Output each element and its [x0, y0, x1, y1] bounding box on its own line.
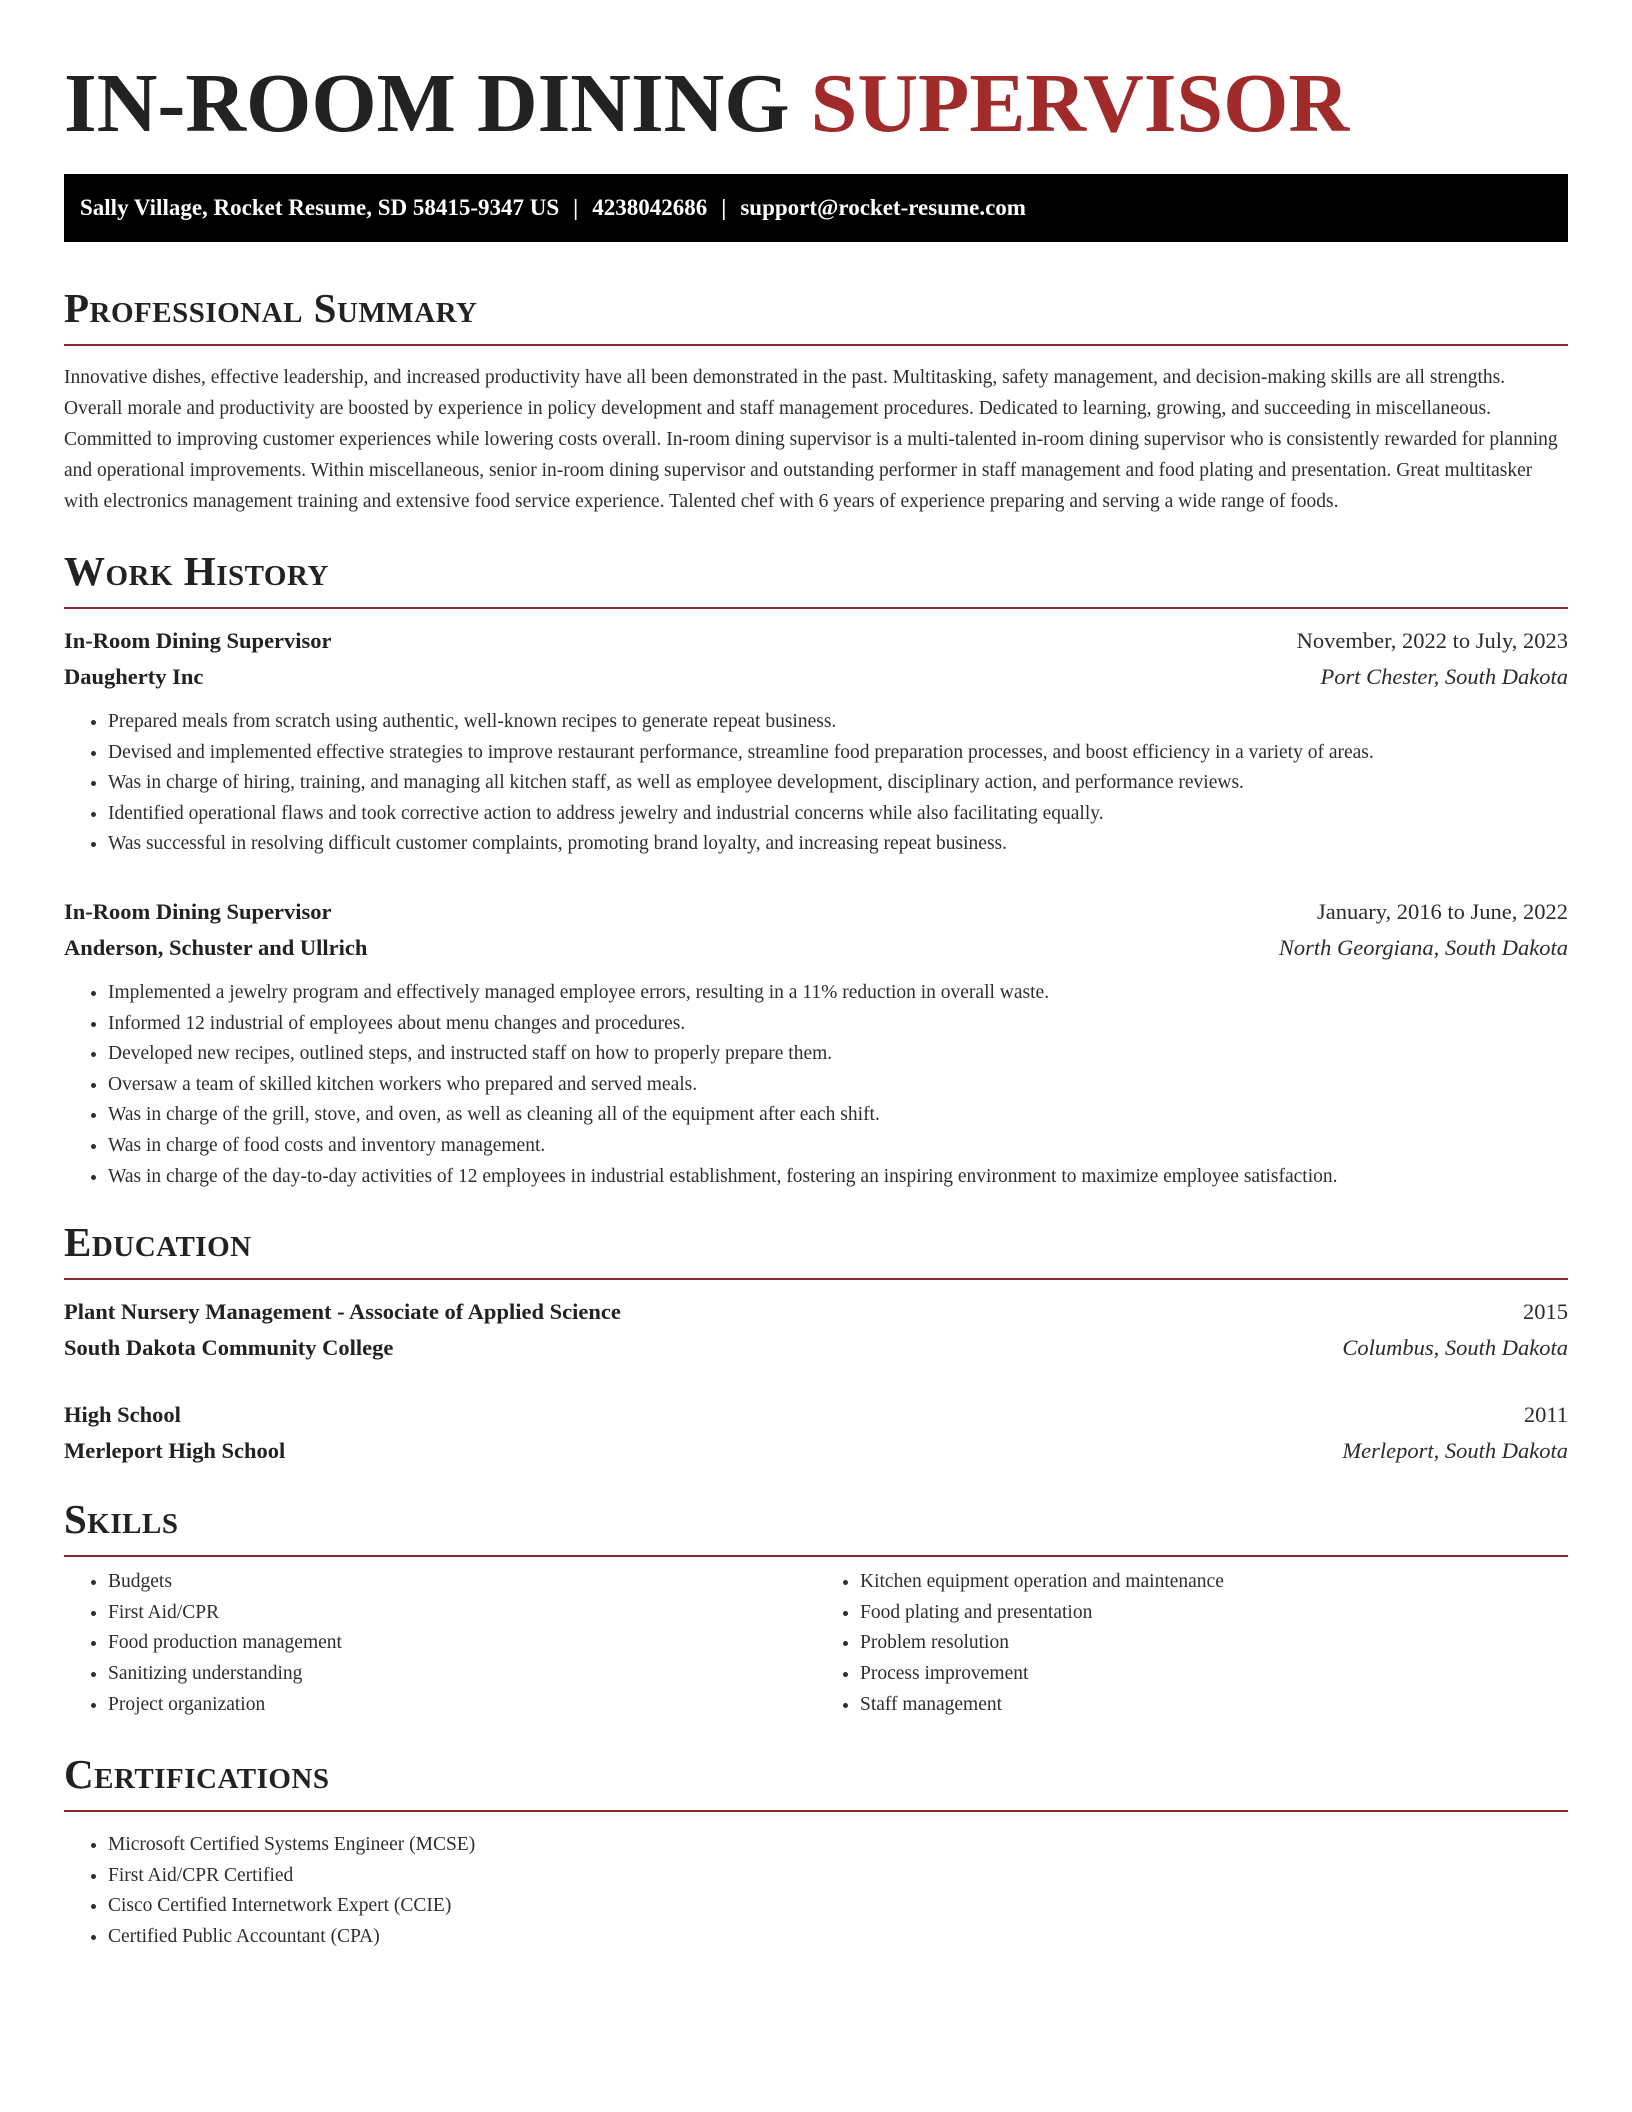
job-location: Port Chester, South Dakota	[1320, 664, 1568, 689]
certification-item: • Certified Public Accountant (CPA)	[108, 1922, 1568, 1953]
job-dates: November, 2022 to July, 2023	[1296, 628, 1568, 653]
contact-separator: |	[721, 195, 727, 220]
skill-item: • Kitchen equipment operation and maintenance	[860, 1567, 1568, 1598]
skill-item: • Food plating and presentation	[860, 1598, 1568, 1629]
job-bullet: • Informed 12 industrial of employees about menu changes and procedures.	[108, 1009, 1568, 1040]
skill-item: • Food production management	[108, 1628, 816, 1659]
job-bullet: • Identified operational flaws and took corrective action to address jewelry and industrial concerns while also facilitating equally.	[108, 799, 1568, 830]
section-heading-summary: Professional Summary	[64, 285, 478, 331]
certification-item: • Microsoft Certified Systems Engineer (MCSE)	[108, 1830, 1568, 1861]
skill-item: • Problem resolution	[860, 1628, 1568, 1659]
contact-separator: |	[573, 195, 579, 220]
contact-phone[interactable]: 4238042686	[592, 195, 708, 220]
education-school-row	[64, 1330, 1568, 1366]
job-bullet: • Developed new recipes, outlined steps, and instructed staff on how to properly prepare them.	[108, 1039, 1568, 1070]
section-heading-education: Education	[64, 1219, 252, 1266]
job-bullet: • Was in charge of hiring, training, and managing all kitchen staff, as well as employee development, disciplinary action, and performance reviews.	[108, 768, 1568, 799]
skill-item: • First Aid/CPR	[108, 1598, 816, 1629]
job-company: Anderson, Schuster and Ullrich	[64, 934, 368, 960]
job-company: Daugherty Inc	[64, 664, 204, 689]
job-bullet: • Implemented a jewelry program and effectively managed employee errors, resulting in a 11% reduction in overall waste.	[108, 978, 1568, 1009]
skills-section	[64, 1495, 1568, 1720]
section-heading-certifications: Certifications	[64, 1751, 330, 1798]
certifications-list	[64, 1830, 1568, 1952]
section-divider	[64, 1810, 1568, 1812]
job-bullet: • Was in charge of the day-to-day activities of 12 employees in industrial establishment, fostering an inspiring environment to maximize employee satisfaction.	[108, 1162, 1568, 1193]
job-location: North Georgiana, South Dakota	[1278, 934, 1568, 960]
certifications-section	[64, 1750, 1568, 1952]
skill-item: • Staff management	[860, 1690, 1568, 1721]
education-entry	[64, 1294, 1568, 1366]
education-degree-row	[64, 1397, 1568, 1433]
skill-item: • Sanitizing understanding	[108, 1659, 816, 1690]
education-location: Columbus, South Dakota	[1342, 1335, 1568, 1361]
section-heading-skills: Skills	[64, 1496, 179, 1543]
education-school-row	[64, 1433, 1568, 1469]
job-bullets	[64, 978, 1568, 1192]
job-dates: January, 2016 to June, 2022	[1316, 898, 1568, 924]
skill-item: • Project organization	[108, 1690, 816, 1721]
education-year: 2011	[1523, 1402, 1568, 1428]
education-degree: High School	[64, 1402, 181, 1428]
education-entry	[64, 1397, 1568, 1469]
education-degree: Plant Nursery Management - Associate of Applied Science	[64, 1299, 621, 1325]
job-header-row	[64, 623, 1568, 659]
job-company-row	[64, 930, 1568, 966]
education-school: Merleport High School	[64, 1438, 286, 1464]
section-heading-work-history: Work History	[64, 548, 329, 594]
education-location: Merleport, South Dakota	[1342, 1438, 1568, 1464]
resume-title	[64, 0, 1568, 150]
skills-columns	[64, 1567, 1568, 1720]
job-bullet: • Prepared meals from scratch using authentic, well-known recipes to generate repeat business.	[108, 707, 1568, 738]
job-title: In-Room Dining Supervisor	[64, 898, 332, 924]
job-company-row	[64, 659, 1568, 695]
certification-item: • First Aid/CPR Certified	[108, 1861, 1568, 1892]
education-year: 2015	[1523, 1299, 1568, 1325]
education-school: South Dakota Community College	[64, 1335, 394, 1361]
contact-bar	[64, 174, 1568, 242]
job-header-row	[64, 894, 1568, 930]
job-bullet: • Devised and implemented effective strategies to improve restaurant performance, streamline food preparation processes, and boost efficiency in a variety of areas.	[108, 738, 1568, 769]
skill-item: • Budgets	[108, 1567, 816, 1598]
education-section	[64, 1218, 1568, 1469]
job-bullets	[64, 707, 1568, 860]
job-entry	[64, 894, 1568, 1192]
skills-list-left	[64, 1567, 816, 1720]
summary-text: Innovative dishes, effective leadership, and increased productivity have all been demonstrated in the past. Multitasking, safety management, and decision-making skills are all strengths. Overall morale and productivity are boosted by experience in policy development and staff management procedures. Dedicated to learning, growing, and succeeding in miscellaneous. Committed to improving customer experiences while lowering costs overall. In-room dining supervisor is a multi-talented in-room dining supervisor who is consistently rewarded for planning and operational improvements. Within miscellaneous, senior in-room dining supervisor and outstanding performer in staff management and food plating and presentation. Great multitasker with electronics management training and extensive food service experience. Talented chef with 6 years of experience preparing and serving a wide range of foods.	[64, 367, 1558, 512]
skills-list-right	[816, 1567, 1568, 1720]
job-bullet: • Oversaw a team of skilled kitchen workers who prepared and served meals.	[108, 1070, 1568, 1101]
contact-address: Sally Village, Rocket Resume, SD 58415-9347 US	[80, 195, 560, 220]
work-history-section	[64, 547, 1568, 1192]
section-divider	[64, 607, 1568, 609]
certification-item: • Cisco Certified Internetwork Expert (CCIE)	[108, 1891, 1568, 1922]
summary-section	[64, 284, 1568, 517]
skill-item: • Process improvement	[860, 1659, 1568, 1690]
section-divider	[64, 1555, 1568, 1557]
contact-email[interactable]: support@rocket-resume.com	[740, 195, 1026, 220]
job-title: In-Room Dining Supervisor	[64, 628, 332, 653]
job-bullet: • Was successful in resolving difficult customer complaints, promoting brand loyalty, and increasing repeat business.	[108, 829, 1568, 860]
section-divider	[64, 1278, 1568, 1280]
job-entry	[64, 623, 1568, 860]
title-main: IN-ROOM DINING	[64, 57, 790, 150]
education-degree-row	[64, 1294, 1568, 1330]
job-bullet: • Was in charge of the grill, stove, and oven, as well as cleaning all of the equipment after each shift.	[108, 1100, 1568, 1131]
job-bullet: • Was in charge of food costs and inventory management.	[108, 1131, 1568, 1162]
title-accent: SUPERVISOR	[810, 57, 1350, 150]
section-divider	[64, 344, 1568, 346]
